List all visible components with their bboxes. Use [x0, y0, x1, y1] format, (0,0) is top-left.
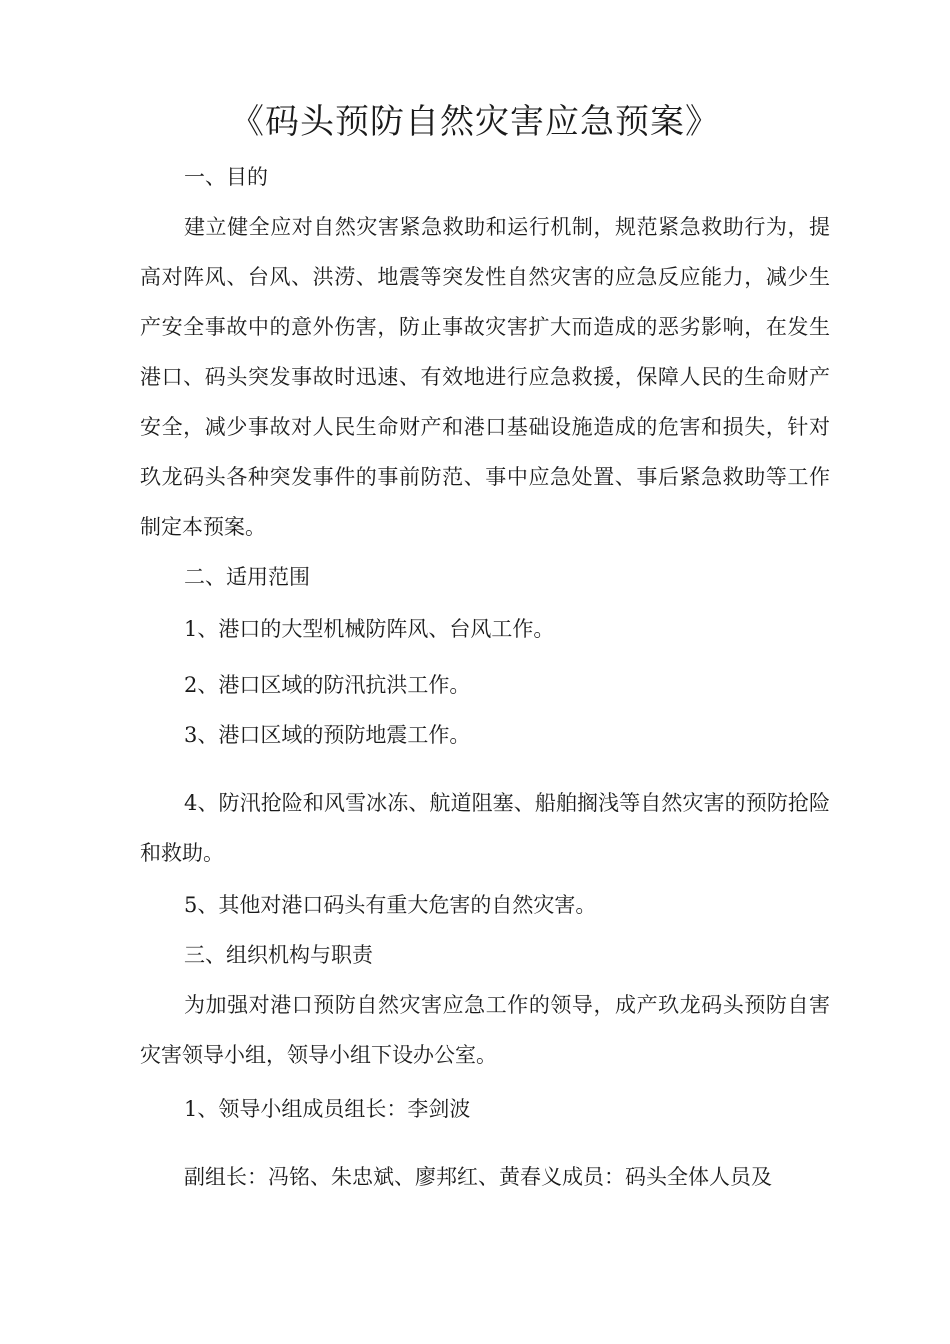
section-2-item-1: 1、港口的大型机械防阵风、台风工作。 — [184, 617, 555, 641]
section-2-item-5: 5、其他对港口码头有重大危害的自然灾害。 — [184, 893, 597, 917]
section-1-paragraph: 建立健全应对自然灾害紧急救助和运行机制，规范紧急救助行为，提高对阵风、台风、洪涝、地震等突发性自然灾害的应急反应能力，减少生产安全事故中的意外伤害，防止事故灾害扩大而造成的恶劣影响，在发生港口、码头突发事故时迅速、有效地进行应急救援，保障人民的生命财产安全，减少事故对人民生命财产和港口基础设施造成的危害和损失，针对玖龙码头各种突发事件的事前防范、事中应急处置、事后紧急救助等工作制定本预案。 — [140, 215, 830, 539]
section-2-item-4: 4、防汛抢险和风雪冰冻、航道阻塞、船舶搁浅等自然灾害的预防抢险和救助。 — [140, 791, 830, 865]
section-3-item-1: 1、领导小组成员组长：李剑波 — [184, 1097, 471, 1121]
section-3-deputy: 副组长：冯铭、朱忠斌、廖邦红、黄春义成员：码头全体人员及 — [184, 1165, 772, 1189]
section-2-heading: 二、适用范围 — [184, 565, 310, 589]
section-1-heading: 一、目的 — [184, 165, 268, 189]
section-2-item-3: 3、港口区域的预防地震工作。 — [184, 723, 471, 747]
section-3-heading: 三、组织机构与职责 — [184, 943, 373, 967]
section-3-paragraph: 为加强对港口预防自然灾害应急工作的领导，成产玖龙码头预防自害灾害领导小组，领导小组下设办公室。 — [140, 993, 830, 1067]
document-title: 《码头预防自然灾害应急预案》 — [230, 102, 720, 142]
section-2-item-2: 2、港口区域的防汛抗洪工作。 — [184, 673, 471, 697]
